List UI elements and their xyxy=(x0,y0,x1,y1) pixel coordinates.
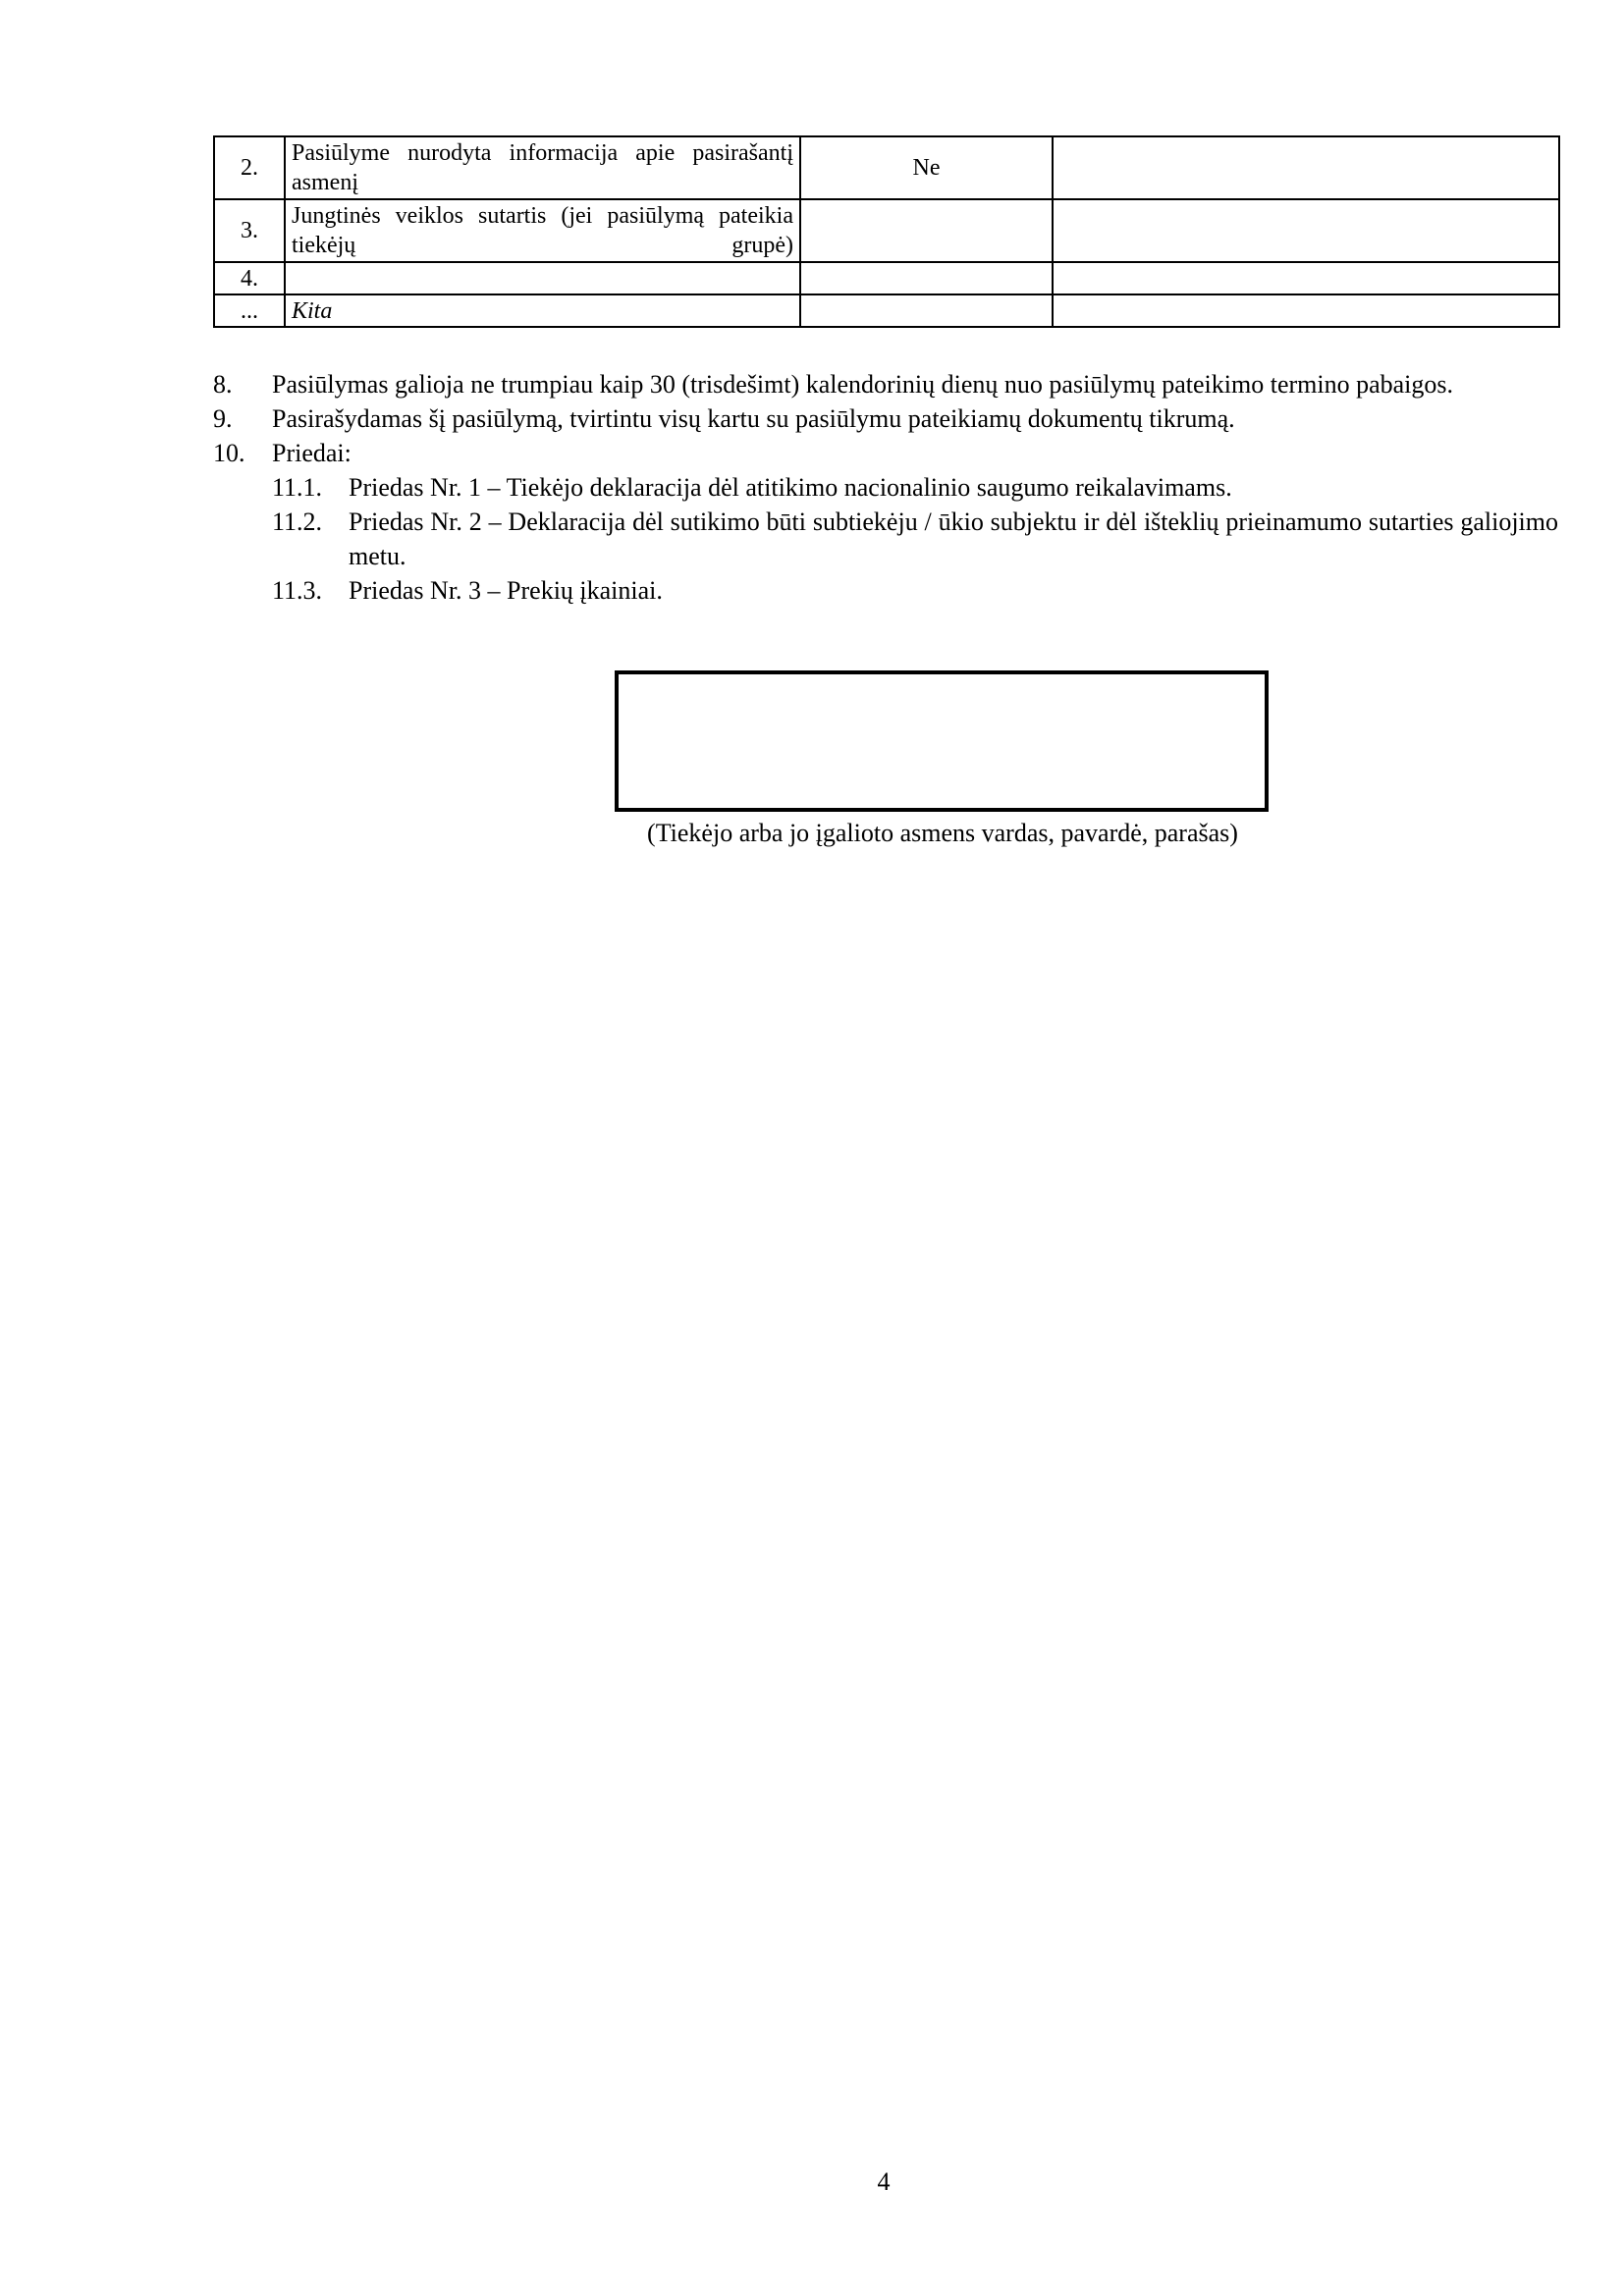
annex-item xyxy=(213,470,1558,505)
item-text: Pasiūlymas galioja ne trumpiau kaip 30 (trisdešimt) kalendorinių dienų nuo pasiūlymų pateikimo termino pabaigos. xyxy=(272,370,1454,399)
signature-caption: (Tiekėjo arba jo įgalioto asmens vardas, pavardė, parašas) xyxy=(647,819,1238,847)
row-note xyxy=(1053,199,1559,262)
annex-text: Priedas Nr. 3 – Prekių įkainiai. xyxy=(349,576,663,605)
row-number: 2. xyxy=(214,136,285,199)
row-number: 4. xyxy=(214,262,285,294)
annex-number: 11.3. xyxy=(272,576,323,605)
row-number: 3. xyxy=(214,199,285,262)
annex-list xyxy=(213,470,1558,608)
annex-item xyxy=(213,505,1558,573)
annex-number: 11.2. xyxy=(272,507,323,536)
list-item xyxy=(213,401,1558,436)
table-row xyxy=(214,262,1559,294)
table-row xyxy=(214,136,1559,199)
item-number: 9. xyxy=(213,404,233,433)
row-answer: Ne xyxy=(800,136,1053,199)
annex-item xyxy=(213,573,1558,608)
row-answer xyxy=(800,262,1053,294)
row-note xyxy=(1053,262,1559,294)
list-item xyxy=(213,436,1558,470)
table-row xyxy=(214,294,1559,327)
annex-number: 11.1. xyxy=(272,473,323,502)
numbered-list xyxy=(213,367,1558,608)
item-number: 10. xyxy=(213,439,245,467)
row-description: Kita xyxy=(285,294,800,327)
row-note xyxy=(1053,294,1559,327)
documents-table xyxy=(213,135,1560,328)
annex-text: Priedas Nr. 2 – Deklaracija dėl sutikimo būti subtiekėju / ūkio subjektu ir dėl išteklių prieinamumo sutarties galiojimo metu. xyxy=(349,507,1558,570)
page-number: 4 xyxy=(877,2167,891,2196)
list-item xyxy=(213,367,1558,401)
table-row xyxy=(214,199,1559,262)
annex-text: Priedas Nr. 1 – Tiekėjo deklaracija dėl atitikimo nacionalinio saugumo reikalavimams. xyxy=(349,473,1232,502)
row-number: ... xyxy=(214,294,285,327)
row-description: Jungtinės veiklos sutartis (jei pasiūlymą pateikia tiekėjų grupė) xyxy=(285,199,800,262)
annex-list-container xyxy=(213,470,1558,608)
row-answer xyxy=(800,199,1053,262)
item-text: Pasirašydamas šį pasiūlymą, tvirtintu visų kartu su pasiūlymu pateikiamų dokumentų tikrumą. xyxy=(272,404,1235,433)
item-number: 8. xyxy=(213,370,233,399)
row-note xyxy=(1053,136,1559,199)
item-text: Priedai: xyxy=(272,439,352,467)
row-description xyxy=(285,262,800,294)
row-description: Pasiūlyme nurodyta informacija apie pasirašantį asmenį xyxy=(285,136,800,199)
row-answer xyxy=(800,294,1053,327)
signature-box[interactable] xyxy=(615,670,1269,812)
